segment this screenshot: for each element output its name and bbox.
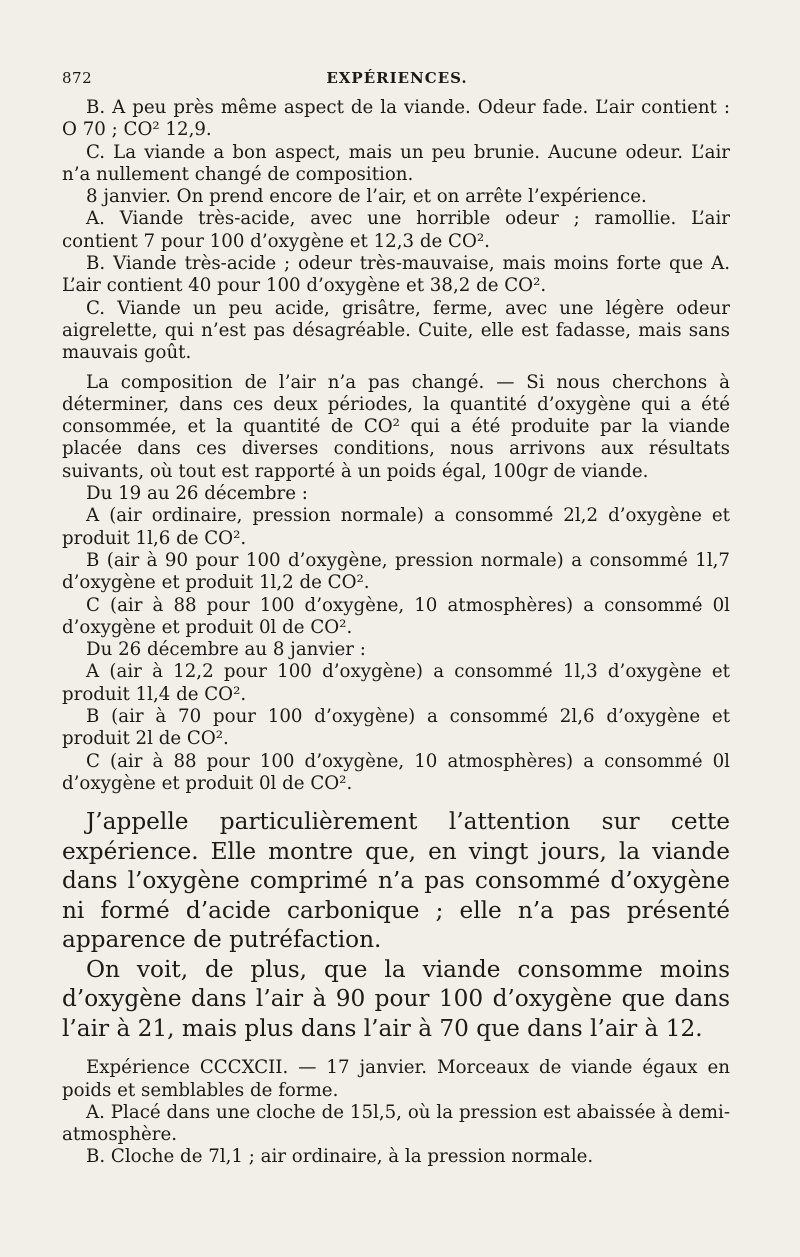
- experiment-heading: Expérience CCCXCII. — 17 janvier. Morceaux de viande égaux en poids et semblables de forme.: [62, 1057, 730, 1101]
- paragraph: B (air à 70 pour 100 d’oxygène) a consommé 2l,6 d’oxygène et produit 2l de CO².: [62, 706, 730, 750]
- paragraph: B. Viande très-acide ; odeur très-mauvaise, mais moins forte que A. L’air contient 40 pour 100 d’oxygène et 38,2 de CO².: [62, 253, 730, 297]
- paragraph: B. A peu près même aspect de la viande. Odeur fade. L’air contient : O 70 ; CO² 12,9.: [62, 97, 730, 141]
- paragraph: C (air à 88 pour 100 d’oxygène, 10 atmosphères) a consommé 0l d’oxygène et produit 0l de CO².: [62, 594, 730, 638]
- paragraph: B (air à 90 pour 100 d’oxygène, pression normale) a consommé 1l,7 d’oxygène et produit 1l,2 de CO².: [62, 549, 730, 594]
- paragraph-large: J’appelle particulièrement l’attention sur cette expérience. Elle montre que, en vingt jours, la viande dans l’oxygène comprimé n’a pas consommé d’oxygène ni formé d’acide carbonique ; elle n’a pas présenté apparence de putréfaction.: [62, 808, 730, 954]
- paragraph: 8 janvier. On prend encore de l’air, et on arrête l’expérience.: [86, 186, 647, 208]
- running-title: EXPÉRIENCES.: [326, 69, 468, 87]
- paragraph: La composition de l’air n’a pas changé. — Si nous cherchons à déterminer, dans ces deux périodes, la quantité d’oxygène qui a été consommée, et la quantité de CO² qui a été produite par la viande placée dans ces diverses conditions, nous arrivons aux résultats suivants, où tout est rapporté à un poids égal, 100gr de viande.: [62, 371, 730, 482]
- paragraph: B. Cloche de 7l,1 ; air ordinaire, à la pression normale.: [86, 1146, 594, 1168]
- paragraph: C. Viande un peu acide, grisâtre, ferme, avec une légère odeur aigrelette, qui n’est pas désagréable. Cuite, elle est fadasse, mais sans mauvais goût.: [62, 297, 730, 364]
- paragraph: Du 19 au 26 décembre :: [86, 483, 308, 505]
- page-body: [62, 97, 730, 1169]
- paragraph: A. Placé dans une cloche de 15l,5, où la pression est abaissée à demi-atmosphère.: [62, 1101, 730, 1146]
- paragraph: A (air à 12,2 pour 100 d’oxygène) a consommé 1l,3 d’oxygène et produit 1l,4 de CO².: [62, 661, 730, 705]
- page-number: 872: [62, 69, 93, 87]
- paragraph: C. La viande a bon aspect, mais un peu brunie. Aucune odeur. L’air n’a nullement changé de composition.: [62, 141, 730, 185]
- paragraph: A. Viande très-acide, avec une horrible odeur ; ramollie. L’air contient 7 pour 100 d’oxygène et 12,3 de CO².: [62, 208, 730, 252]
- paragraph: C (air à 88 pour 100 d’oxygène, 10 atmosphères) a consommé 0l d’oxygène et produit 0l de CO².: [62, 750, 730, 794]
- paragraph-large: On voit, de plus, que la viande consomme moins d’oxygène dans l’air à 90 pour 100 d’oxygène que dans l’air à 21, mais plus dans l’air à 70 que dans l’air à 12.: [62, 955, 730, 1042]
- paragraph: Du 26 décembre au 8 janvier :: [86, 639, 366, 661]
- paragraph: A (air ordinaire, pression normale) a consommé 2l,2 d’oxygène et produit 1l,6 de CO².: [62, 505, 730, 549]
- running-header: [62, 69, 732, 91]
